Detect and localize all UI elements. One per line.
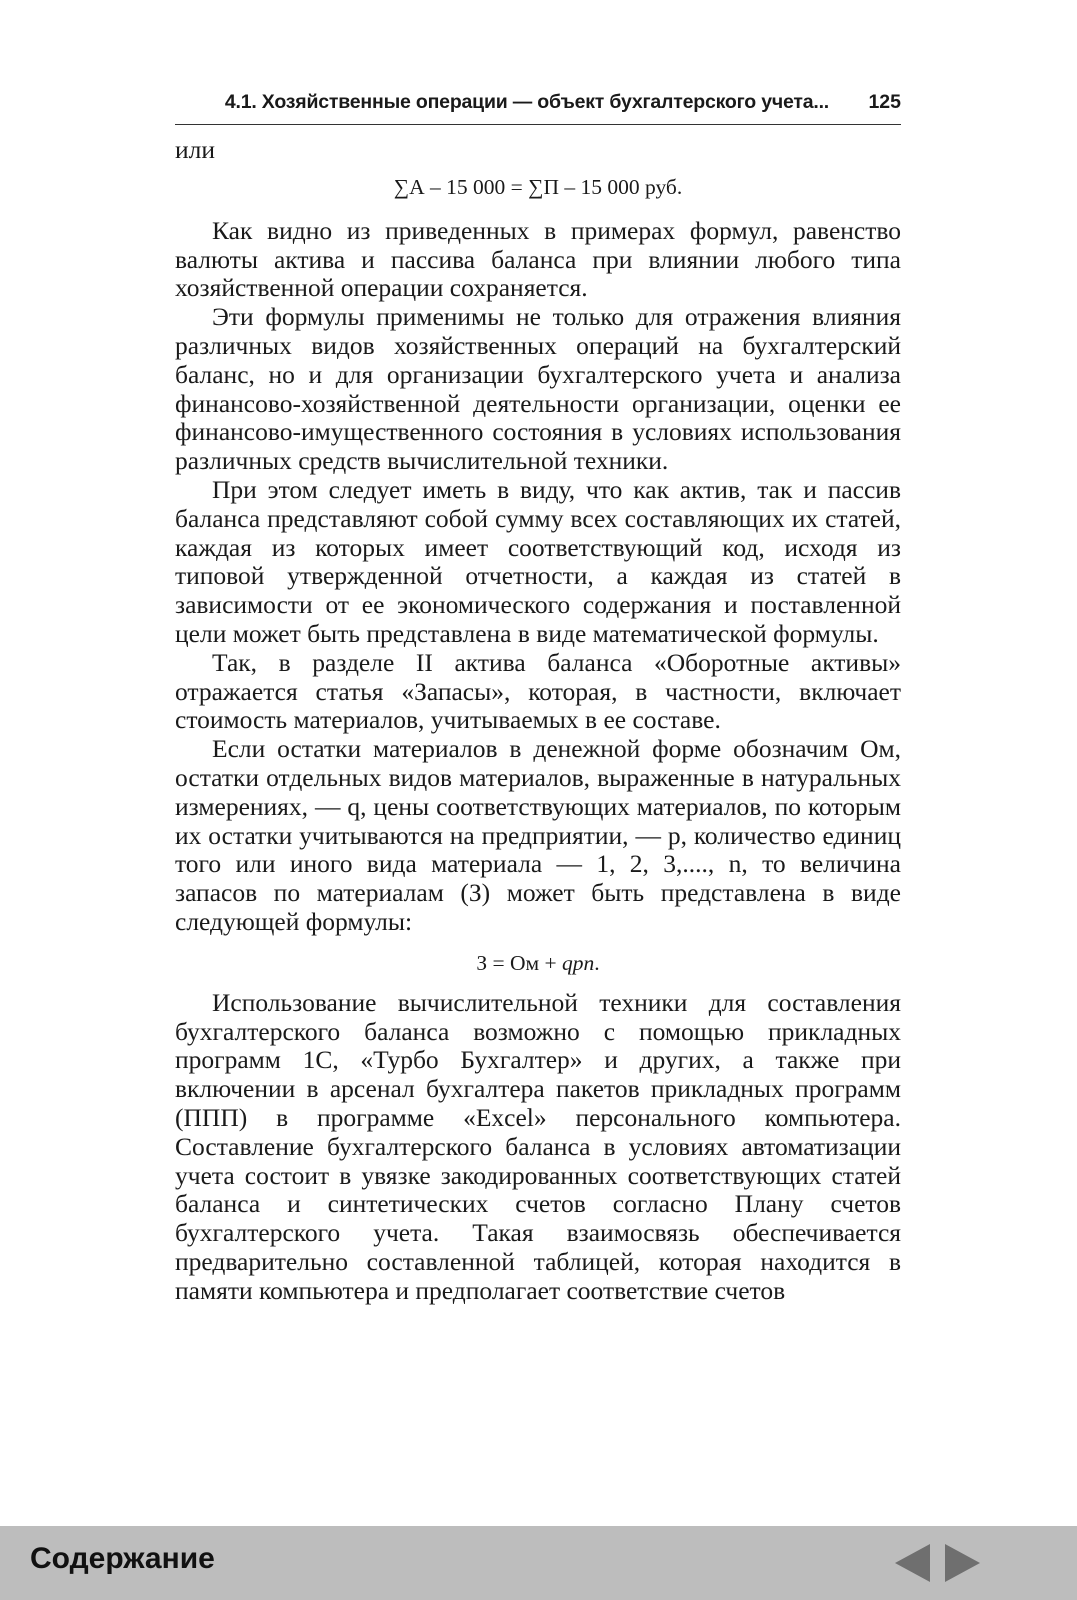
navigation-bar [0, 1526, 1077, 1600]
page-body [175, 136, 901, 1305]
paragraph: Если остатки материалов в денежной форме обозначим Ом, остатки отдельных видов материалов, выраженные в натуральных измерениях, — q, цены соответствующих материалов, по которым их остатки учитываются на предприятии, — p, количество единиц того или иного вида материала — 1, 2, 3,...., n, то величина запасов по материалам (З) может быть представлена в виде следующей формулы: [175, 734, 901, 936]
formula-inventory [175, 949, 901, 977]
formula-prefix: З = Ом + [476, 950, 563, 975]
previous-page-icon[interactable] [895, 1544, 930, 1582]
next-page-icon[interactable] [945, 1544, 980, 1582]
formula-variables: qpn [562, 950, 595, 975]
paragraph: Так, в разделе II актива баланса «Оборотные активы» отражается статья «Запасы», которая, в частности, включает стоимость материалов, учитываемых в ее составе. [175, 647, 901, 735]
paragraph: Использование вычислительной техники для составления бухгалтерского баланса возможно с помощью прикладных программ 1С, «Турбо Бухгалтер» и других, а также при включении в арсенал бухгалтера пакетов прикладных программ (ППП) в программе «Excel» персонального компьютера. Составление бухгалтерского баланса в условиях автоматизации учета состоит в увязке закодированных соответствующих статей баланса и синтетических счетов согласно Плану счетов бухгалтерского учета. Такая взаимосвязь обеспечивается предварительно составленной таблицей, которая находится в памяти компьютера и предполагает соответствие счетов [175, 987, 901, 1305]
lead-word: или [175, 135, 216, 164]
paragraph: При этом следует иметь в виду, что как актив, так и пассив баланса представляют собой сумму всех составляющих их статей, каждая из которых имеет соответствующий код, исходя из типовой утвержденной отчетности, а каждая из статей в зависимости от ее экономического содержания и поставленной цели может быть представлена в виде математической формулы. [175, 474, 901, 648]
paragraph: Эти формулы применимы не только для отражения влияния различных видов хозяйственных операций на бухгалтерский баланс, но и для организации бухгалтерского учета и анализа финансово-хозяйственной деятельности организации, оценки ее финансово-имущественного состояния в условиях использования различных средств вычислительной техники. [175, 302, 901, 476]
formula-suffix: . [594, 950, 600, 975]
page-header [175, 86, 901, 125]
formula-balance: ∑А – 15 000 = ∑П – 15 000 руб. [393, 174, 683, 199]
paragraph: Как видно из приведенных в примерах формул, равенство валюты актива и пассива баланса при влиянии любого типа хозяйственной операции сохраняется. [175, 215, 901, 303]
table-of-contents-link[interactable]: Содержание [30, 1542, 215, 1575]
running-title: 4.1. Хозяйственные операции — объект бухгалтерского учета... [224, 91, 829, 113]
page-number: 125 [868, 91, 901, 113]
